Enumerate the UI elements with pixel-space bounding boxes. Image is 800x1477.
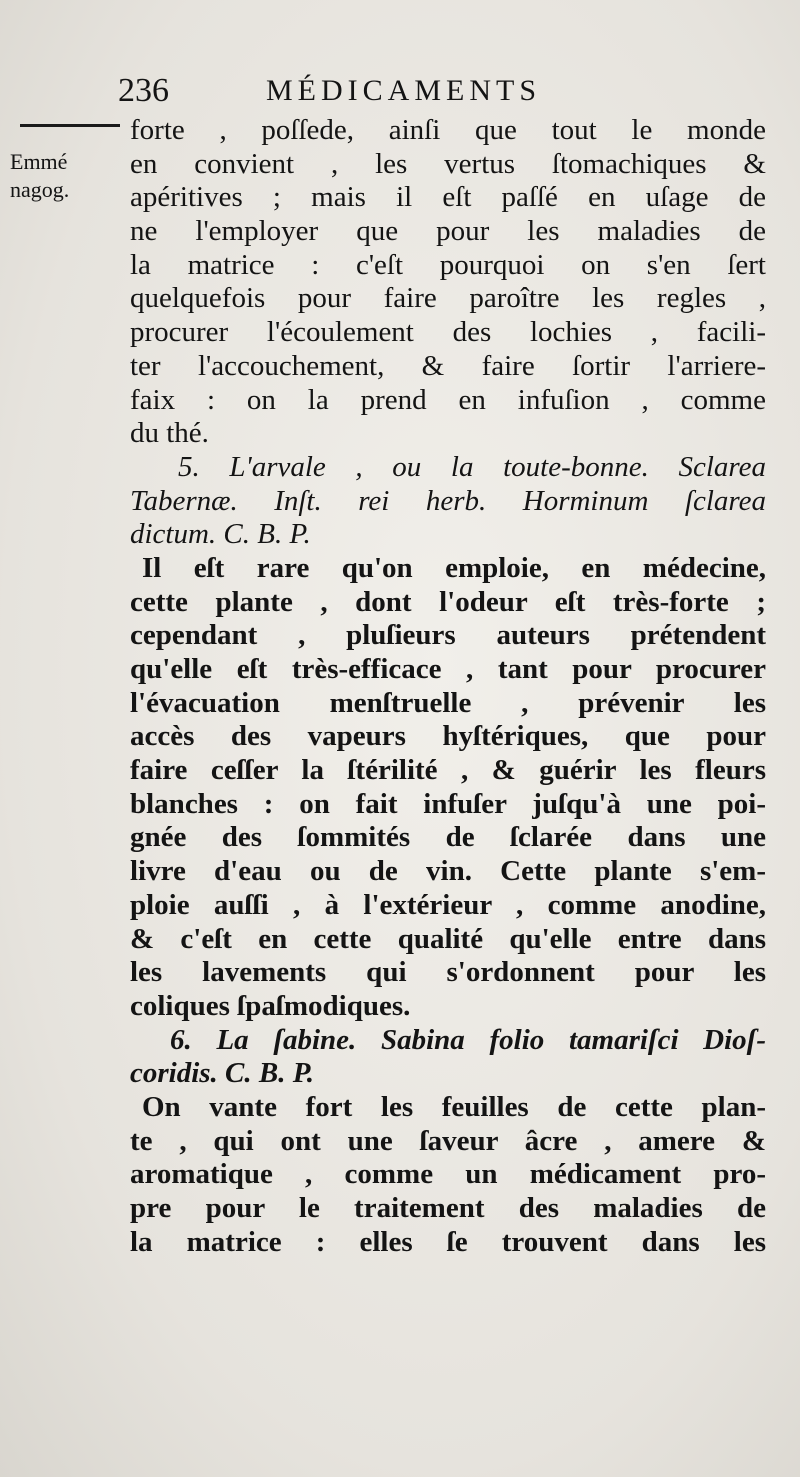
text-line: coliques ſpaſmodiques.	[130, 989, 411, 1022]
text-line: quelquefois pour faire paroître les regles ,	[130, 282, 766, 315]
text-line: gnée des ſommités de ſclarée dans une	[130, 821, 766, 854]
text-line: pre pour le traitement des maladies de	[130, 1192, 766, 1224]
text-line: faix : on la prend en infuſion , comme	[130, 383, 766, 416]
text-line: cette plante , dont l'odeur eſt très-forte ;	[130, 585, 766, 618]
page-number: 236	[118, 72, 169, 109]
text-line: faire ceſſer la ſtérilité , & guérir les fleurs	[130, 754, 766, 787]
text-line: cependant , pluſieurs auteurs prétendent	[130, 619, 766, 652]
text-line: ne l'employer que pour les maladies de	[130, 215, 766, 248]
text-line: forte , poſſede, ainſi que tout le monde	[130, 114, 766, 146]
margin-note	[10, 148, 120, 204]
text-line: dictum. C. B. P.	[130, 518, 311, 551]
body-text	[130, 100, 766, 1259]
text-line: On vante fort les feuilles de cette plan-	[142, 1090, 766, 1123]
entry-heading-6: 6. La ſabine. Sabina folio tamariſci Dioſ-	[170, 1023, 766, 1056]
entry-heading-5: 5. L'arvale , ou la toute-bonne. Sclarea	[178, 450, 766, 483]
text-line: Il eſt rare qu'on emploie, en médecine,	[142, 551, 766, 584]
margin-note-line: nagog.	[10, 177, 70, 202]
text-line: ter l'accouchement, & faire ſortir l'arriere-	[130, 349, 766, 382]
text-line: procurer l'écoulement des lochies , facili-	[130, 316, 766, 349]
text-line: qu'elle eſt très-efficace , tant pour procurer	[130, 653, 766, 685]
text-line: les lavements qui s'ordonnent pour les	[130, 956, 766, 989]
text-line: livre d'eau ou de vin. Cette plante s'em-	[130, 855, 766, 888]
text-line: accès des vapeurs hyſtériques, que pour	[130, 720, 766, 753]
text-line: Tabernæ. Inſt. rei herb. Horminum ſclarea	[130, 484, 766, 517]
text-line: aromatique , comme un médicament pro-	[130, 1158, 766, 1191]
text-line: coridis. C. B. P.	[130, 1057, 314, 1090]
margin-rule	[20, 124, 120, 127]
text-line: la matrice : elles ſe trouvent dans les	[130, 1225, 766, 1258]
text-line: apéritives ; mais il eſt paſſé en uſage de	[130, 181, 766, 214]
text-line: l'évacuation menſtruelle , prévenir les	[130, 686, 766, 719]
text-line: ploie auſſi , à l'extérieur , comme anodine,	[130, 888, 766, 921]
running-title: MÉDICAMENTS	[266, 74, 542, 107]
text-line: du thé.	[130, 417, 209, 450]
text-line: & c'eſt en cette qualité qu'elle entre dans	[130, 922, 766, 955]
text-line: te , qui ont une ſaveur âcre , amere &	[130, 1124, 766, 1157]
text-line: en convient , les vertus ſtomachiques &	[130, 147, 766, 180]
text-line: blanches : on fait infuſer juſqu'à une poi-	[130, 787, 766, 820]
text-line: la matrice : c'eſt pourquoi on s'en ſert	[130, 248, 766, 281]
margin-note-line: Emmé	[10, 149, 68, 174]
